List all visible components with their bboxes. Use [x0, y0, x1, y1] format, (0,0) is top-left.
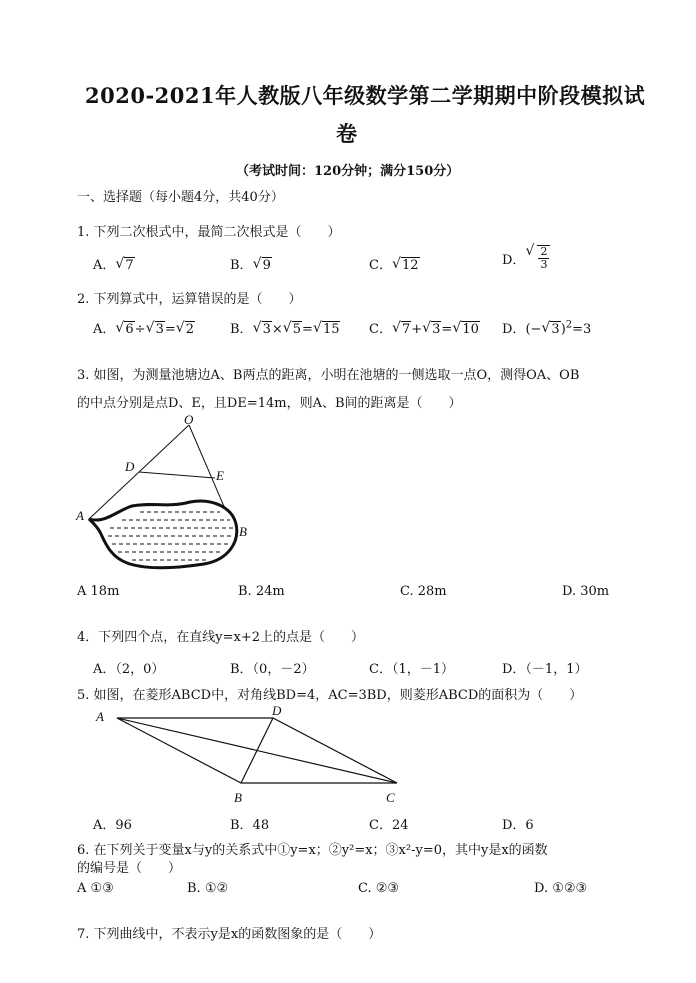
fraction: [538, 246, 549, 271]
option-label: B．: [230, 258, 253, 273]
q3-option-a: A 18m: [77, 584, 120, 599]
vertex-d-label: D: [272, 703, 282, 718]
q3-option-c: C. 28m: [400, 584, 447, 599]
question-3-stem-line-1: 3. 如图，为测量池塘边A、B两点的距离，小明在池塘的一侧选取一点O，测得OA、OB: [77, 368, 580, 383]
point-a-label: A: [76, 508, 84, 523]
option-label: C．: [369, 322, 392, 337]
radical: [525, 245, 550, 271]
option-label: A．: [93, 322, 116, 337]
rhombus-figure: [90, 703, 410, 808]
question-6-stem-line-1: 6. 在下列关于变量x与y的关系式中①y=x；②y²=x；③x²-y=0，其中y是x的函数: [77, 843, 548, 858]
q1-option-b: [230, 254, 272, 273]
radicand: 5: [292, 322, 302, 337]
q1-option-a: [93, 254, 135, 273]
radical: [313, 322, 341, 337]
radical: [392, 322, 411, 337]
radicand: 3: [262, 322, 271, 337]
title-line-2: 卷: [336, 121, 358, 146]
radical: [146, 322, 165, 337]
question-2-stem: 2. 下列算式中，运算错误的是（ ）: [77, 292, 302, 307]
denominator: 3: [540, 258, 548, 271]
option-label: C．: [369, 258, 392, 273]
q5-option-d: D．6: [502, 818, 534, 833]
pond-outline: [89, 501, 237, 568]
q4-option-d: D．（－1，1）: [502, 662, 588, 677]
option-label: A．: [93, 258, 116, 273]
radicand: 10: [462, 322, 479, 337]
q1-option-c: [369, 254, 420, 273]
line-de: [139, 472, 215, 478]
q2-option-c: [369, 318, 480, 337]
radical: [541, 322, 560, 337]
radical: [452, 322, 480, 337]
vertex-c-label: C: [386, 790, 395, 805]
exam-info: （考试时间：120分钟；满分150分）: [236, 164, 460, 179]
option-label: D．: [502, 253, 526, 268]
question-1-stem: 1. 下列二次根式中，最简二次根式是（ ）: [77, 225, 341, 240]
radical: [115, 322, 134, 337]
q6-option-d: D. ①②③: [534, 881, 588, 896]
option-label: D．: [502, 322, 526, 337]
radical: [253, 322, 272, 337]
q6-option-a: A ①③: [77, 881, 114, 896]
point-b-label: B: [239, 524, 247, 539]
operator: +: [411, 322, 423, 337]
q5-option-c: C．24: [369, 818, 409, 833]
paren-close: ): [560, 322, 566, 337]
diagonal-bd: [241, 718, 273, 783]
radicand: 9: [262, 258, 271, 273]
point-d-label: D: [125, 459, 135, 474]
point-e-label: E: [216, 468, 224, 483]
q4-option-a: A．（2，0）: [93, 662, 165, 677]
exponent: 2: [565, 319, 573, 331]
question-4-stem: 4．下列四个点，在直线y=x+2上的点是（ ）: [77, 630, 365, 645]
question-7-stem: 7. 下列曲线中，不表示y是x的函数图象的是（ ）: [77, 927, 382, 942]
operator: ×: [271, 322, 283, 337]
q2-option-d: [502, 318, 591, 337]
radical: [176, 322, 195, 337]
title-line-1: 2020-2021年人教版八年级数学第二学期期中阶段模拟试: [85, 83, 646, 108]
q2-option-a: [93, 318, 195, 337]
operator: ÷: [134, 322, 146, 337]
q4-option-b: B．（0，－2）: [230, 662, 315, 677]
radicand: [537, 245, 550, 271]
q3-option-b: B. 24m: [238, 584, 285, 599]
equals: =: [302, 322, 313, 337]
option-label: B．: [230, 322, 253, 337]
radicand: 3: [155, 322, 164, 337]
radicand: 15: [322, 322, 340, 337]
equals-result: =3: [572, 322, 592, 337]
section-heading: 一、选择题（每小题4分，共40分）: [77, 190, 284, 205]
question-5-stem: 5. 如图，在菱形ABCD中，对角线BD=4，AC=3BD，则菱形ABCD的面积为（ ）: [77, 688, 583, 703]
pond-figure: [70, 412, 260, 582]
q2-option-b: [230, 318, 340, 337]
vertex-b-label: B: [234, 790, 242, 805]
q5-option-a: A．96: [93, 818, 132, 833]
radicand: 7: [401, 322, 411, 337]
radical: [283, 322, 302, 337]
radical: [253, 258, 272, 273]
radical: [115, 258, 134, 273]
numerator: √ 2: [540, 245, 548, 258]
vertex-a-label: A: [96, 709, 104, 724]
radical: [392, 258, 420, 273]
radical: [422, 322, 441, 337]
equals: =: [441, 322, 453, 337]
q5-option-b: B．48: [230, 818, 270, 833]
radicand: 2: [185, 322, 195, 337]
paren-open: (−: [525, 322, 542, 337]
q6-option-b: B. ①②: [187, 881, 229, 896]
question-3-stem-line-2: 的中点分别是点D、E，且DE=14m，则A、B间的距离是（ ）: [77, 396, 462, 411]
q3-option-d: D. 30m: [562, 584, 610, 599]
radicand: 7: [125, 258, 134, 273]
radicand: 3: [551, 322, 560, 337]
question-6-stem-line-2: 的编号是（ ）: [77, 861, 182, 876]
radicand: 12: [401, 258, 419, 273]
radicand: 6: [125, 322, 134, 337]
point-o-label: O: [184, 412, 194, 427]
q4-option-c: C．（1，－1）: [369, 662, 454, 677]
equals: =: [164, 322, 176, 337]
radicand: 3: [432, 322, 441, 337]
q6-option-c: C. ②③: [358, 881, 400, 896]
q1-option-d: [502, 245, 550, 271]
